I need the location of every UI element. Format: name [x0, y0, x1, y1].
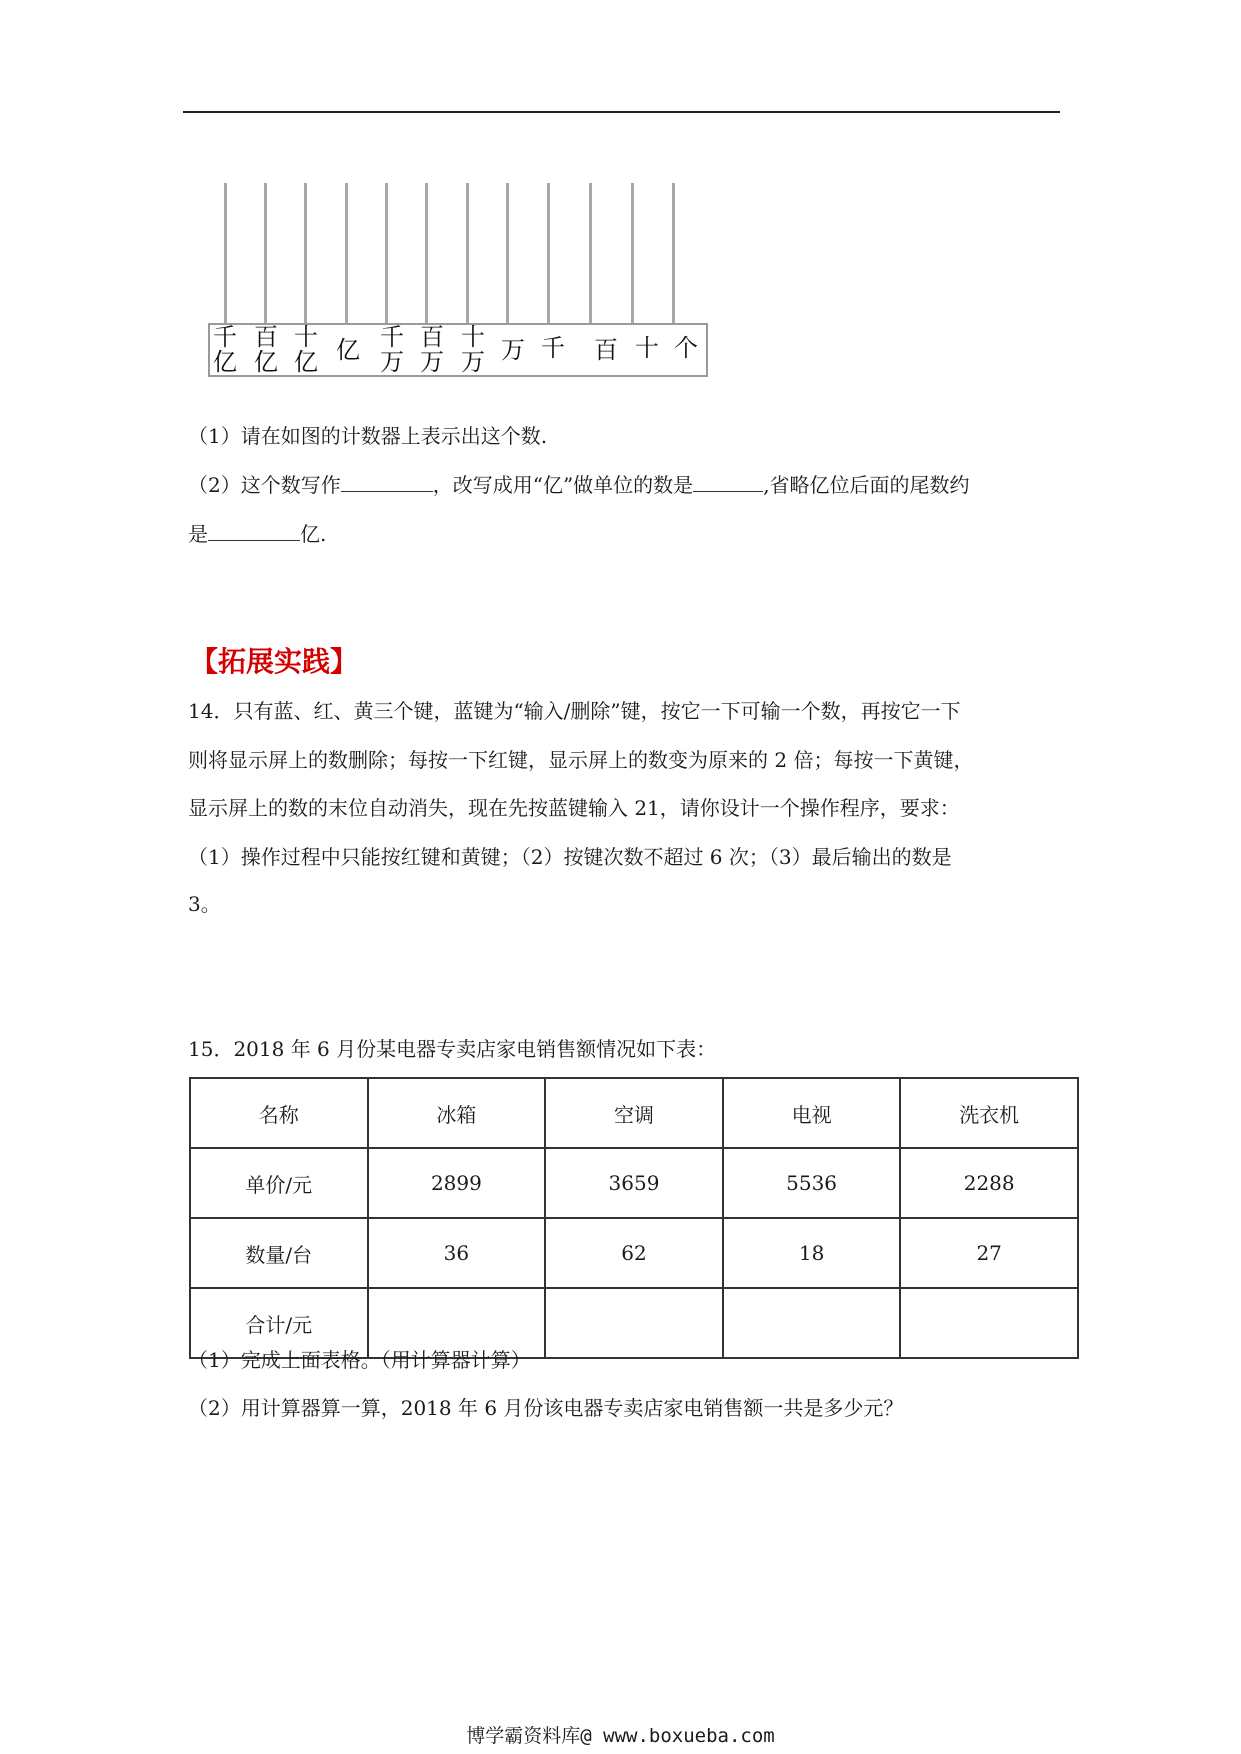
q15-part1: （1）完成上面表格。（用计算器计算）	[188, 1348, 531, 1372]
q14-line: （1）操作过程中只能按红键和黄键；（2）按键次数不超过 6 次；（3）最后输出的数是	[188, 845, 952, 869]
abacus-rod[interactable]	[304, 183, 307, 323]
place-label: 百	[594, 336, 618, 364]
answer-blank[interactable]	[208, 522, 300, 541]
place-label: 个	[674, 334, 698, 362]
table-row	[190, 1148, 1078, 1218]
top-rule	[183, 111, 1060, 113]
table-cell: 数量/台	[190, 1218, 368, 1288]
place-label: 百 万	[420, 323, 444, 376]
table-cell: 单价/元	[190, 1148, 368, 1218]
q15-part2: （2）用计算器算一算，2018 年 6 月份该电器专卖店家电销售额一共是多少元？	[188, 1396, 904, 1420]
table-cell: 2899	[368, 1148, 546, 1218]
answer-blank[interactable]	[693, 473, 763, 492]
place-label: 万	[501, 336, 525, 364]
q14-line: 14．只有蓝、红、黄三个键，蓝键为“输入/删除”键，按它一下可输一个数，再按它一下	[188, 699, 961, 723]
q13-part1: （1）请在如图的计数器上表示出这个数.	[188, 424, 548, 448]
abacus-rod[interactable]	[385, 183, 388, 323]
table-header-cell: 空调	[545, 1078, 723, 1148]
abacus-rod[interactable]	[506, 183, 509, 323]
table-cell: 3659	[545, 1148, 723, 1218]
q13-part2	[188, 471, 970, 499]
q14-line: 显示屏上的数的末位自动消失，现在先按蓝键输入 21，请你设计一个操作程序，要求：	[188, 796, 960, 820]
q13-part2-cont	[188, 520, 326, 548]
footer-watermark: 博学霸资料库@ www.boxueba.com	[466, 1725, 775, 1747]
place-label: 亿	[336, 336, 360, 364]
place-label: 十 万	[461, 323, 485, 376]
abacus-rod[interactable]	[425, 183, 428, 323]
abacus-rod[interactable]	[672, 183, 675, 323]
table-cell: 5536	[723, 1148, 901, 1218]
q15-intro: 15．2018 年 6 月份某电器专卖店家电销售额情况如下表：	[188, 1037, 717, 1061]
table-cell: 62	[545, 1218, 723, 1288]
table-header-cell: 电视	[723, 1078, 901, 1148]
place-label: 千 亿	[213, 323, 237, 376]
table-cell: 2288	[900, 1148, 1078, 1218]
answer-cell[interactable]	[900, 1288, 1078, 1358]
place-label: 百 亿	[254, 323, 278, 376]
table-cell: 18	[723, 1218, 901, 1288]
section-heading: 【拓展实践】	[190, 645, 359, 678]
answer-cell[interactable]	[723, 1288, 901, 1358]
abacus-rod[interactable]	[547, 183, 550, 323]
abacus-rod[interactable]	[466, 183, 469, 323]
abacus-rod[interactable]	[589, 183, 592, 323]
q13-text: （2）这个数写作	[188, 473, 341, 497]
table-cell: 合计/元	[190, 1288, 368, 1358]
table-row	[190, 1218, 1078, 1288]
abacus-rod[interactable]	[224, 183, 227, 323]
table-cell: 27	[900, 1218, 1078, 1288]
table-header-cell: 名称	[190, 1078, 368, 1148]
answer-cell[interactable]	[545, 1288, 723, 1358]
place-label: 十 亿	[294, 323, 318, 376]
q14-line: 3。	[188, 892, 221, 916]
abacus-rod[interactable]	[631, 183, 634, 323]
sales-table	[189, 1077, 1079, 1359]
q13-text: ,省略亿位后面的尾数约	[763, 473, 970, 497]
table-row	[190, 1078, 1078, 1148]
place-label: 十	[635, 334, 659, 362]
table-header-cell: 冰箱	[368, 1078, 546, 1148]
place-label: 千	[541, 334, 565, 362]
abacus-rod[interactable]	[345, 183, 348, 323]
q13-text: ，改写成用“亿”做单位的数是	[432, 473, 694, 497]
table-cell: 36	[368, 1218, 546, 1288]
table-header-cell: 洗衣机	[900, 1078, 1078, 1148]
q14-line: 则将显示屏上的数删除；每按一下红键，显示屏上的数变为原来的 2 倍；每按一下黄键，	[188, 748, 974, 772]
answer-blank[interactable]	[341, 473, 433, 492]
q13-text: 亿.	[300, 522, 327, 546]
place-label: 千 万	[380, 323, 404, 376]
q13-text: 是	[188, 522, 208, 546]
abacus-rod[interactable]	[264, 183, 267, 323]
